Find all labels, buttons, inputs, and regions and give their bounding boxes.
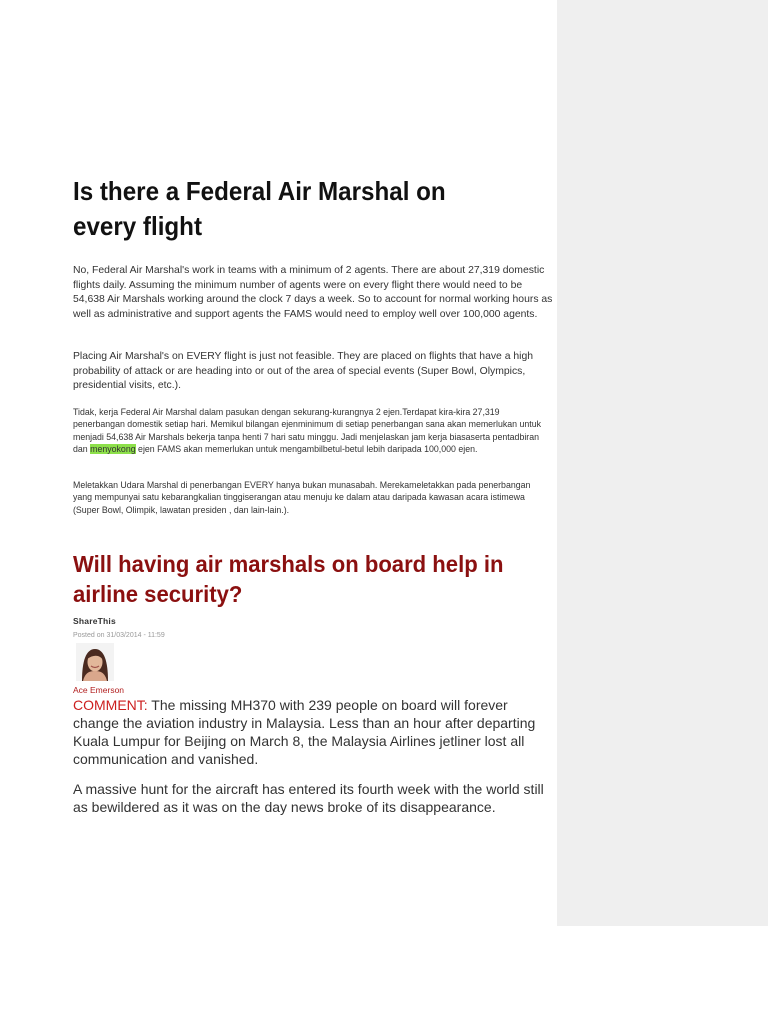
article-paragraph-1 (73, 696, 553, 768)
answer-malay-1 (73, 406, 543, 455)
answer-malay-1-end: ejen FAMS akan memerlukan untuk mengambilbetul-betul lebih daripada 100,000 ejen. (135, 443, 478, 454)
answer-english-1: No, Federal Air Marshal's work in teams with a minimum of 2 agents. There are about 27,319 domestic flights daily. Assuming the minimum number of agents were on every flight there would need to be 54,638 Air Marshals working around the clock 7 days a week. So to account for normal working hours as well as administrative and support agents the FAMS would need to employ well over 100,000 agents. (73, 265, 553, 321)
answer-malay-1-start: Tidak, kerja Federal Air Marshal dalam pasukan dengan sekurang-kurangnya 2 ejen.Terdapat kira-kira 27,319 penerbangan domestik setiap hari. Memikul bilangan ejenminimum di setiap penerbangan sana akan memerlukan untuk menjadi 54,638 Air Marshals bekerja tanpa henti 7 hari satu minggu. Jadi menjelaskan jam kerja biasaserta pentadbiran dan (73, 407, 541, 454)
author-name[interactable]: Ace Emerson (73, 685, 125, 695)
answer-malay-2: Meletakkan Udara Marshal di penerbangan EVERY hanya bukan munasabah. Merekameletakkan pada penerbangan yang mempunyai satu kebarangkalian tinggiserangan atau menuju ke dalam atau daripada kawasan acara istimewa (Super Bowl, Olimpik, lawatan presiden , dan lain-lain.). (73, 480, 531, 515)
highlighted-word: menyokong (90, 443, 136, 454)
article-paragraph-2: A massive hunt for the aircraft has entered its fourth week with the world still as bewildered as it was on the day news broke of its disappearance. (73, 781, 544, 815)
comment-label: COMMENT: (73, 697, 148, 713)
page-title: Is there a Federal Air Marshal on every flight (73, 176, 446, 241)
author-photo (76, 643, 114, 681)
author-photo-icon (76, 643, 114, 681)
article-paragraph-1-text: The missing MH370 with 239 people on board will forever change the aviation industry in Malaysia. Less than an hour after departing Kuala Lumpur for Beijing on March 8, the Malaysia Airlines jetliner lost all communication and vanished. (73, 697, 536, 767)
answer-english-2: Placing Air Marshal's on EVERY flight is just not feasible. They are placed on flights that have a high probability of attack or are heading into or out of the area of special events (Super Bowl, Olympics, presidential visits, etc.). (73, 351, 534, 392)
article-headline: Will having air marshals on board help in airline security? (73, 551, 504, 607)
posted-date: Posted on 31/03/2014 - 11:59 (73, 632, 165, 639)
share-this-link[interactable]: ShareThis (73, 616, 116, 626)
comment-pane (557, 0, 768, 926)
